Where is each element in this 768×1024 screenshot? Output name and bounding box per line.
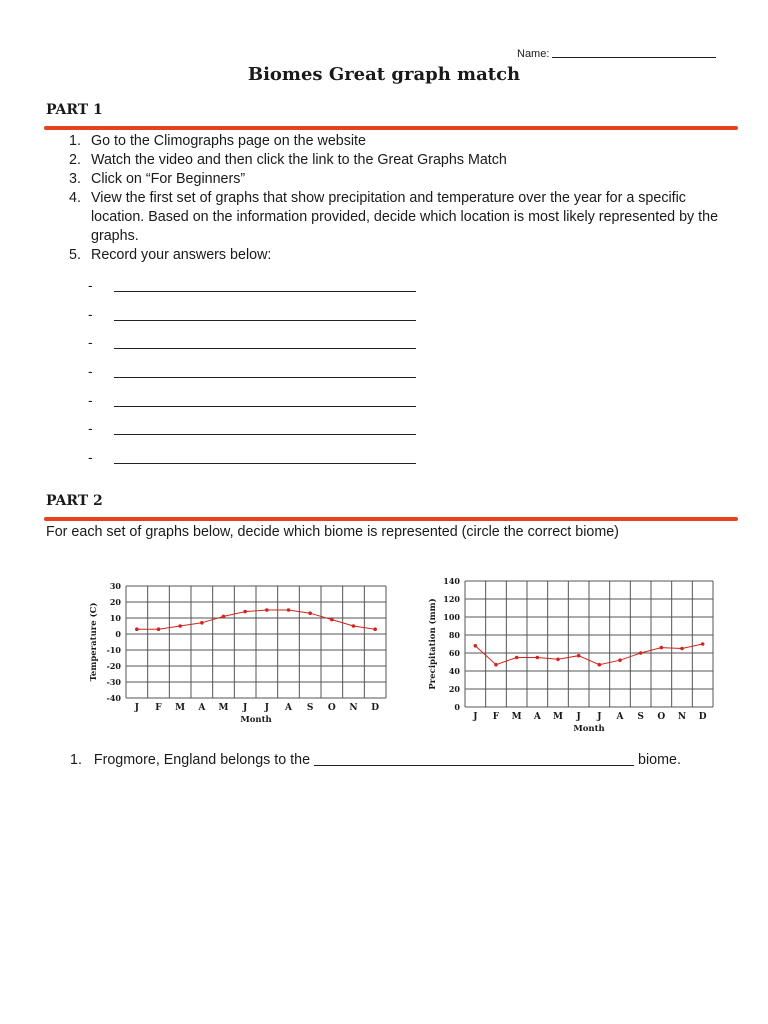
part1-rule	[44, 126, 738, 130]
part1-heading: PART 1	[46, 102, 103, 118]
answer-dash: -	[88, 334, 93, 351]
step-text: Click on “For Beginners”	[91, 171, 246, 187]
temp-x-tick-label: F	[155, 703, 162, 713]
answer-dash: -	[88, 363, 93, 380]
question-suffix: biome.	[638, 752, 681, 768]
name-label: Name:	[517, 48, 550, 60]
part2-instructions: For each set of graphs below, decide which biome is represented (circle the correct biome)	[46, 524, 619, 540]
precip-y-tick-label: 80	[448, 630, 460, 640]
answer-blank[interactable]	[114, 377, 416, 378]
question-number: 1.	[70, 752, 82, 768]
step-text: View the first set of graphs that show precipitation and temperature over the year for a specific location. Based on the information provided, decide which location is most likely represented by the graphs.	[91, 190, 719, 244]
temp-x-tick-label: D	[371, 703, 380, 713]
precip-y-axis-label: Precipitation (mm)	[428, 598, 438, 690]
precip-data-point	[639, 651, 643, 655]
temp-x-tick-label: A	[285, 703, 292, 713]
temp-data-point	[178, 624, 182, 628]
precip-x-tick-label: A	[533, 712, 541, 722]
temp-y-tick-label: 30	[109, 581, 121, 591]
precip-data-point	[536, 656, 540, 660]
precip-x-tick-label: S	[637, 712, 644, 722]
step-text: Go to the Climographs page on the website	[91, 133, 366, 149]
step-number: 5.	[69, 247, 81, 263]
precip-y-tick-label: 140	[443, 576, 460, 586]
temp-data-point	[308, 611, 312, 615]
answer-blank[interactable]	[114, 348, 416, 349]
answer-blank[interactable]	[114, 463, 416, 464]
answer-blank[interactable]	[114, 406, 416, 407]
name-field	[517, 46, 716, 60]
precip-data-point	[598, 663, 602, 667]
precipitation-chart	[420, 572, 720, 742]
temp-data-point	[330, 618, 334, 622]
precip-data-point	[556, 658, 560, 662]
answer-dash: -	[88, 391, 93, 408]
temp-x-tick-label: A	[198, 703, 206, 713]
step-number: 4.	[69, 190, 81, 206]
temp-x-axis-label: Month	[240, 715, 272, 725]
step-number: 2.	[69, 152, 81, 168]
temp-x-tick-label: J	[134, 703, 139, 713]
temp-data-point	[222, 615, 226, 619]
question-text: Frogmore, England belongs to the	[93, 752, 311, 768]
temp-y-tick-label: 10	[109, 613, 121, 623]
temp-y-tick-label: -10	[106, 645, 121, 655]
answer-blank[interactable]	[114, 320, 416, 321]
question-1	[70, 751, 681, 768]
answer-dash: -	[88, 420, 93, 437]
precip-y-tick-label: 20	[448, 684, 460, 694]
temp-x-tick-label: J	[264, 703, 269, 713]
precip-x-tick-label: J	[473, 712, 478, 722]
step-item	[46, 170, 726, 189]
temperature-chart	[84, 574, 396, 736]
step-item	[46, 132, 726, 151]
temp-y-tick-label: -30	[106, 677, 121, 687]
precip-data-point	[474, 644, 478, 648]
answer-dash: -	[88, 305, 93, 322]
temp-y-tick-label: -40	[106, 693, 121, 703]
precip-y-tick-label: 60	[448, 648, 460, 658]
temp-data-point	[157, 627, 161, 631]
precip-data-point	[515, 656, 519, 660]
precip-x-tick-label: J	[597, 712, 602, 722]
precip-x-tick-label: J	[576, 712, 581, 722]
temp-x-tick-label: M	[175, 703, 186, 713]
precip-x-tick-label: M	[511, 712, 522, 722]
temp-x-tick-label: J	[243, 703, 248, 713]
temp-data-point	[243, 610, 247, 614]
precip-data-point	[494, 663, 498, 667]
precip-x-axis-label: Month	[573, 724, 605, 734]
precip-x-tick-label: N	[677, 712, 687, 722]
part2-rule	[44, 517, 738, 521]
step-text: Watch the video and then click the link to the Great Graphs Match	[91, 152, 507, 168]
precip-data-point	[577, 654, 581, 658]
step-text: Record your answers below:	[91, 247, 272, 263]
name-blank[interactable]	[552, 46, 716, 58]
temp-y-tick-label: -20	[106, 661, 121, 671]
temp-data-point	[373, 627, 377, 631]
precip-y-tick-label: 100	[443, 612, 460, 622]
step-item	[46, 151, 726, 170]
precip-x-tick-label: O	[657, 712, 666, 722]
step-number: 1.	[69, 133, 81, 149]
temp-data-point	[352, 624, 356, 628]
precip-data-point	[680, 647, 684, 651]
answer-blank[interactable]	[114, 291, 416, 292]
temp-x-tick-label: N	[349, 703, 358, 713]
part2-heading: PART 2	[46, 493, 103, 509]
precip-x-tick-label: F	[492, 712, 500, 722]
temp-x-tick-label: M	[218, 703, 229, 713]
temp-x-tick-label: O	[327, 703, 336, 713]
step-item	[46, 246, 726, 265]
precip-y-tick-label: 40	[448, 666, 460, 676]
temp-x-tick-label: S	[306, 703, 314, 713]
precip-data-point	[618, 658, 622, 662]
biome-answer-blank[interactable]	[314, 751, 634, 766]
temp-data-point	[200, 621, 204, 625]
precip-y-tick-label: 0	[454, 702, 460, 712]
temp-data-point	[265, 608, 269, 612]
temp-y-tick-label: 0	[115, 629, 121, 639]
precip-x-tick-label: A	[616, 712, 624, 722]
precip-data-point	[660, 646, 664, 650]
precip-y-tick-label: 120	[443, 594, 460, 604]
page-title: Biomes Great graph match	[247, 64, 521, 85]
step-number: 3.	[69, 171, 81, 187]
step-item	[46, 189, 726, 246]
answer-dash: -	[88, 277, 93, 293]
precip-x-tick-label: D	[698, 712, 707, 722]
answer-blank[interactable]	[114, 434, 416, 435]
answer-dash: -	[88, 449, 93, 466]
precip-data-point	[701, 642, 705, 646]
temp-y-tick-label: 20	[109, 597, 121, 607]
temp-data-point	[135, 627, 139, 631]
precip-x-tick-label: M	[553, 712, 563, 722]
temp-y-axis-label: Temperature (C)	[89, 602, 99, 682]
part1-steps	[46, 132, 726, 265]
temp-data-point	[287, 608, 291, 612]
